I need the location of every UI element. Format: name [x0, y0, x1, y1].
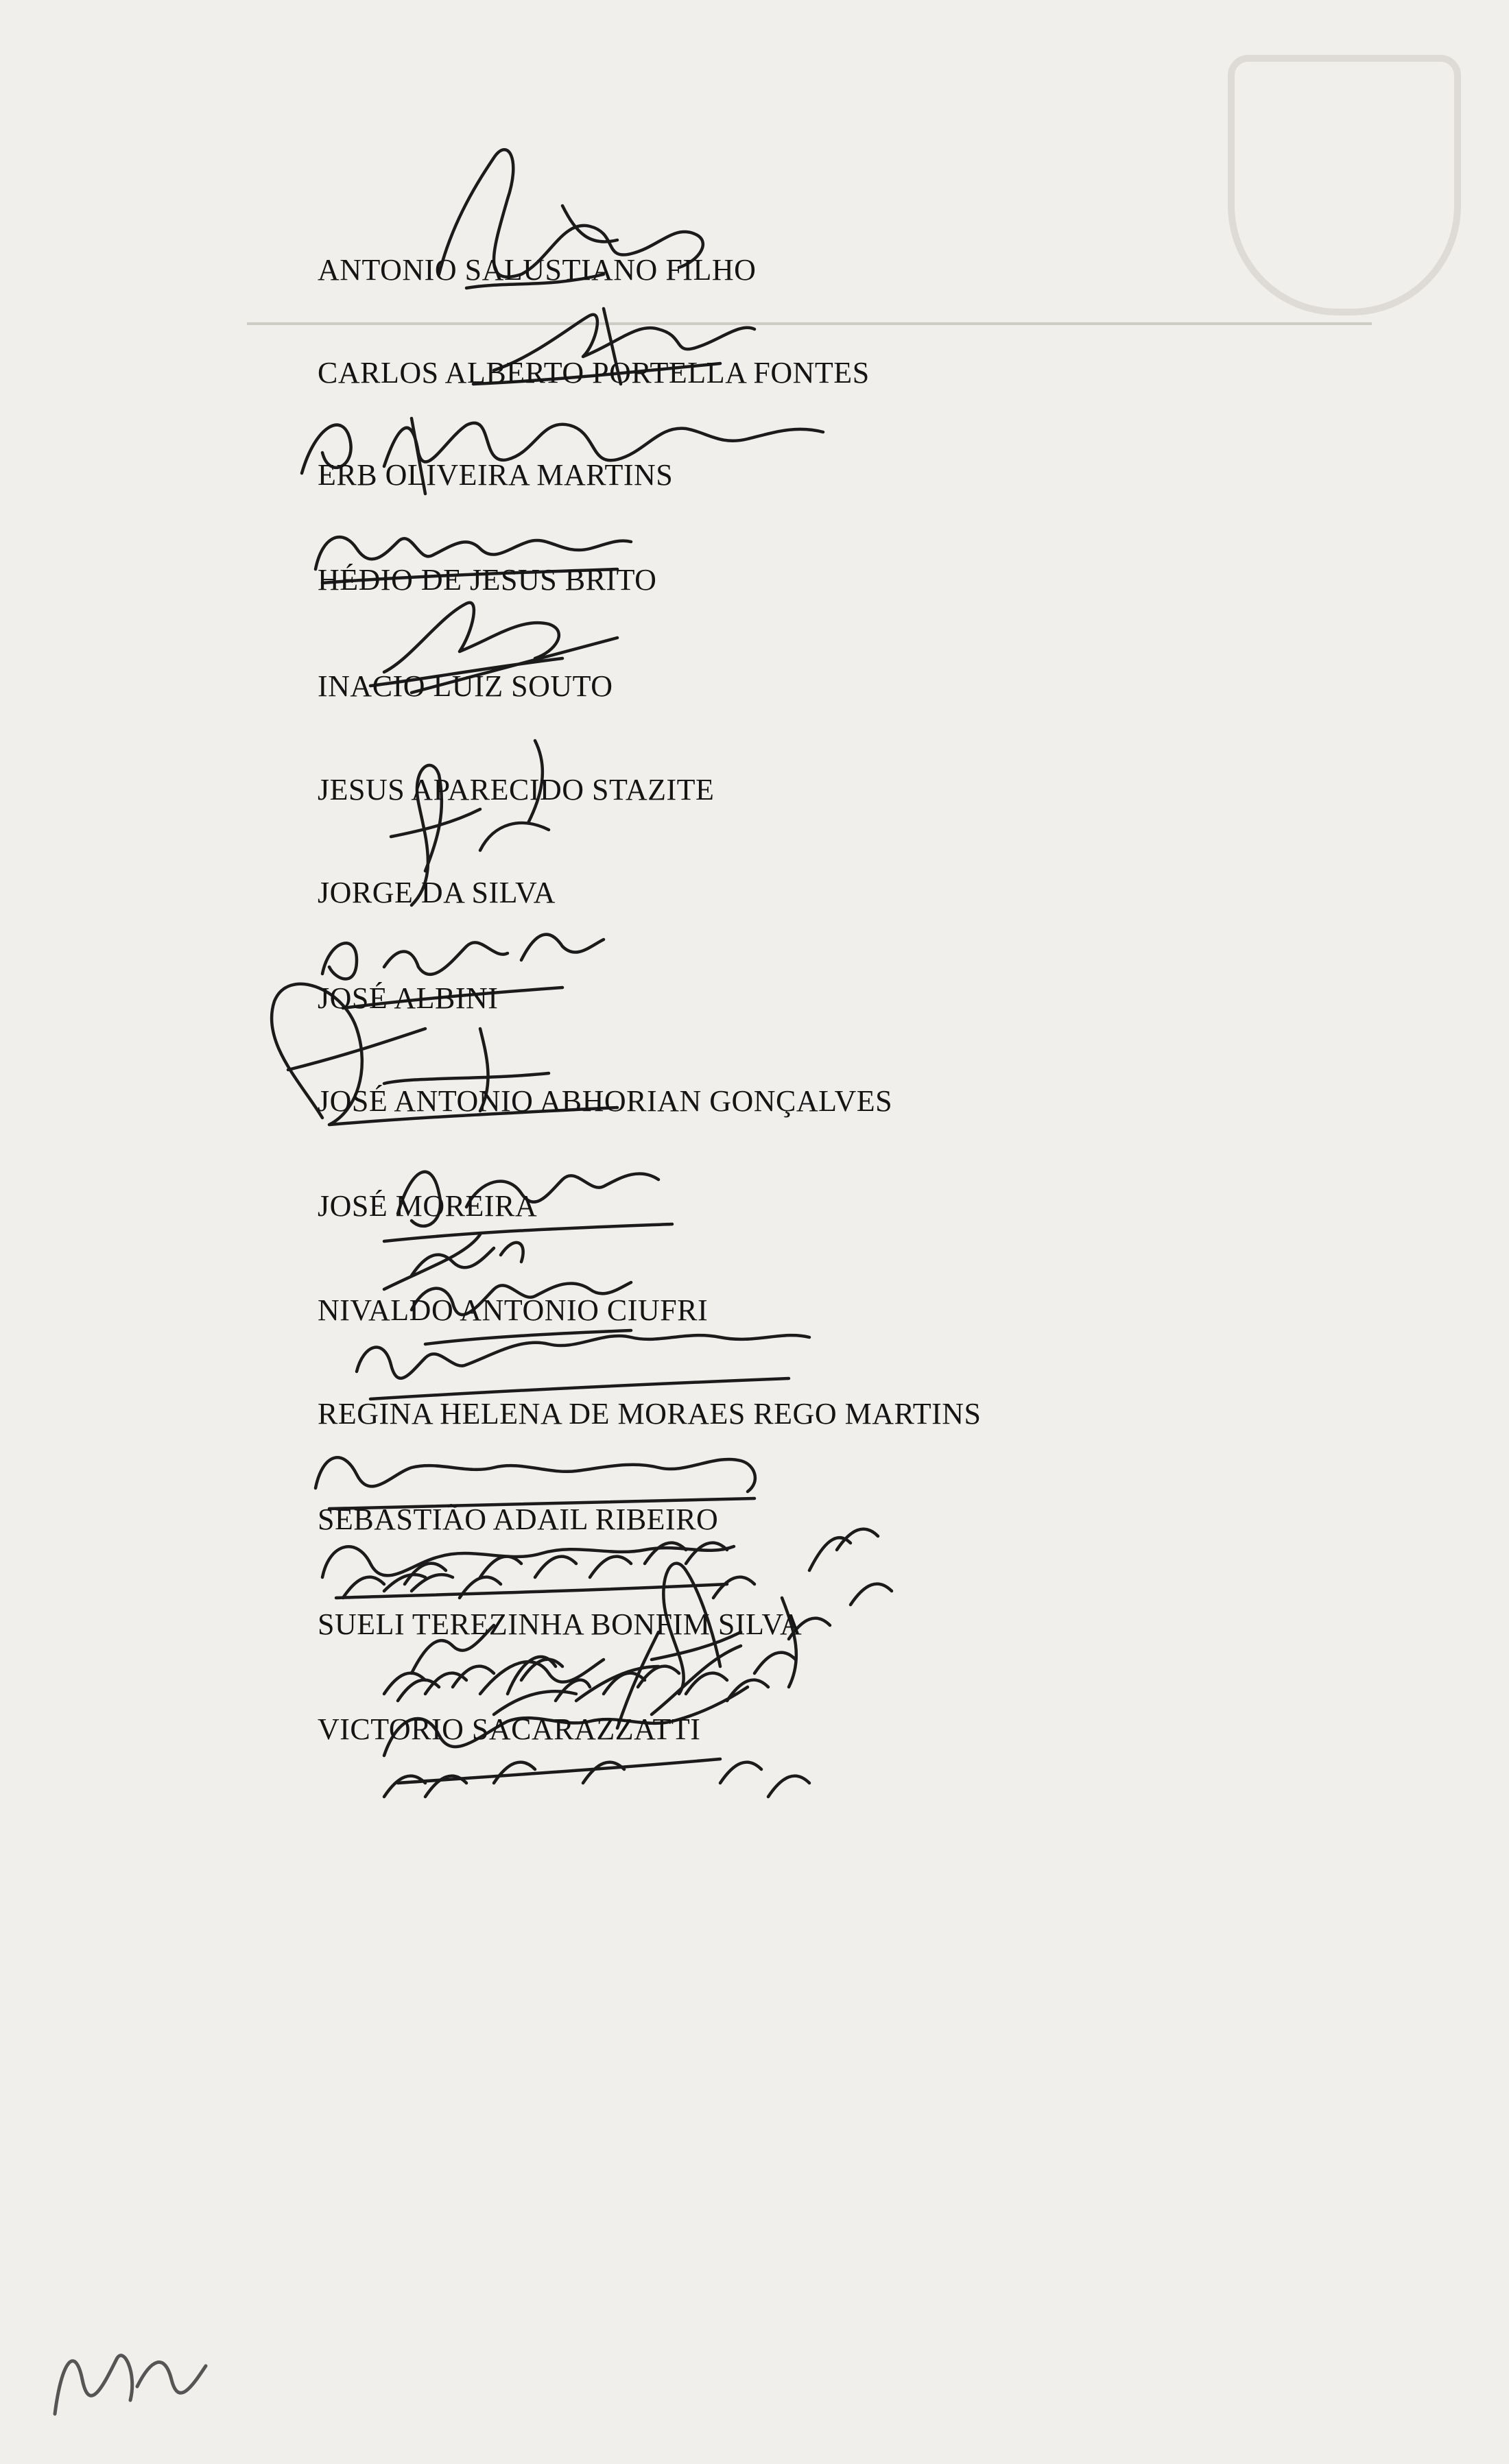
signature-29 [583, 1762, 624, 1783]
signature-11 [384, 1234, 523, 1289]
signer-name: JORGE DA SILVA [318, 876, 556, 909]
signature-13 [316, 1457, 755, 1509]
signature-19 [480, 1660, 604, 1694]
signature-53 [384, 1776, 425, 1797]
signature-44 [590, 1557, 631, 1577]
signer-name: SUELI TEREZINHA BONFIM SILVA [318, 1607, 803, 1641]
signer-name: NIVALDO ANTONIO CIUFRI [318, 1293, 709, 1327]
signer-name: CARLOS ALBERTO PORTELLA FONTES [318, 356, 870, 390]
signer-name: JOSÉ ALBINI [318, 981, 499, 1015]
signer-name: HÉDIO DE JESUS BRITO [318, 563, 657, 597]
signature-54 [398, 1680, 439, 1701]
signer-name: JOSÉ ANTONIO ABHORIAN GONÇALVES [318, 1084, 893, 1118]
signature-26 [809, 1538, 851, 1570]
signature-35 [686, 1543, 727, 1564]
signer-name: VICTORIO SACARAZZATTI [318, 1712, 701, 1746]
signature-52 [768, 1776, 809, 1797]
signer-name: SEBASTIÃO ADAIL RIBEIRO [318, 1503, 719, 1536]
signature-50 [638, 1666, 679, 1687]
signature-38 [720, 1762, 761, 1783]
signer-name: JOSÉ MOREIRA [318, 1189, 538, 1223]
signature-22 [494, 1691, 576, 1714]
signature-40 [754, 1653, 796, 1673]
signature-43 [535, 1557, 576, 1577]
signature-46 [425, 1673, 466, 1694]
signer-name: ERB OLIVEIRA MARTINS [318, 458, 674, 492]
signature-45 [837, 1529, 878, 1550]
corner-initials [55, 2356, 206, 2414]
signer-name: REGINA HELENA DE MORAES REGO MARTINS [318, 1397, 982, 1431]
signature-31 [851, 1584, 892, 1605]
signer-name: INACIO LUIZ SOUTO [318, 669, 613, 703]
signature-48 [686, 1673, 727, 1694]
signature-33 [343, 1577, 384, 1598]
signer-name: ANTONIO SALUSTIANO FILHO [318, 253, 757, 287]
signature-32 [713, 1577, 754, 1598]
signature-34 [645, 1543, 686, 1564]
signature-42 [480, 1557, 521, 1577]
signer-name: JESUS APARECIDO STAZITE [318, 773, 715, 806]
signature-25 [412, 1575, 453, 1591]
